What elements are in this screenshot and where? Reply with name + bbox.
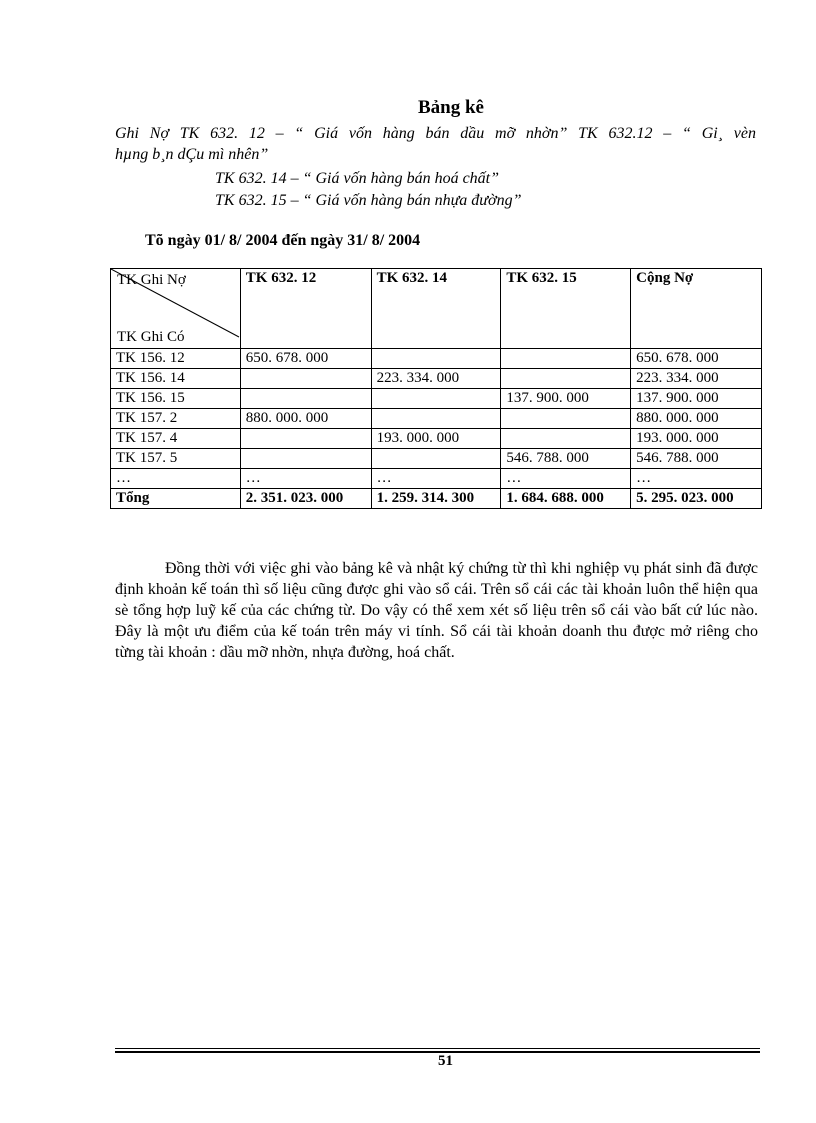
page-title: Bảng kê <box>418 97 484 118</box>
table-row <box>111 369 762 389</box>
body-paragraph <box>115 558 758 663</box>
debit-line-3: TK 632. 14 – “ Giá vốn hàng bán hoá chất” <box>215 170 500 187</box>
table-cell <box>501 349 631 369</box>
table-cell: … <box>371 469 501 489</box>
table-cell <box>501 409 631 429</box>
table-row <box>111 429 762 449</box>
table-cell: TK 156. 15 <box>111 389 241 409</box>
table-cell: … <box>240 469 371 489</box>
table-cell <box>371 349 501 369</box>
table-row <box>111 409 762 429</box>
debit-line-1: Ghi Nợ TK 632. 12 – “ Giá vốn hàng bán dầu mỡ nhờn” TK 632.12 – “ Gi¸ vèn <box>115 125 756 142</box>
table-cell: 880. 000. 000 <box>240 409 371 429</box>
footer-rule <box>115 1048 760 1049</box>
table-row <box>111 349 762 369</box>
column-header: TK 632. 15 <box>501 269 631 349</box>
corner-top-label: TK Ghi Nợ <box>117 272 186 288</box>
table-cell: TK 157. 4 <box>111 429 241 449</box>
table-cell <box>240 429 371 449</box>
table-cell <box>501 429 631 449</box>
table-cell: 193. 000. 000 <box>631 429 762 449</box>
total-cell: 2. 351. 023. 000 <box>240 489 371 509</box>
period-line: Tõ ngày 01/ 8/ 2004 đến ngày 31/ 8/ 2004 <box>145 232 421 249</box>
table-row <box>111 469 762 489</box>
table-cell: 137. 900. 000 <box>501 389 631 409</box>
table-cell: 223. 334. 000 <box>631 369 762 389</box>
table-cell <box>371 449 501 469</box>
table-cell: … <box>631 469 762 489</box>
table-header-row <box>111 269 762 349</box>
table-cell: 223. 334. 000 <box>371 369 501 389</box>
debit-line-2: hµng b¸n dÇu mì nhên” <box>115 146 269 163</box>
total-cell: 1. 684. 688. 000 <box>501 489 631 509</box>
column-header: TK 632. 12 <box>240 269 371 349</box>
table-cell <box>501 369 631 389</box>
table-cell: 137. 900. 000 <box>631 389 762 409</box>
total-label: Tổng <box>111 489 241 509</box>
column-header: Cộng Nợ <box>631 269 762 349</box>
table-cell: 650. 678. 000 <box>631 349 762 369</box>
table-cell: 546. 788. 000 <box>501 449 631 469</box>
table-row <box>111 449 762 469</box>
table-cell <box>371 389 501 409</box>
table-cell: 880. 000. 000 <box>631 409 762 429</box>
corner-cell <box>111 269 241 349</box>
table-cell: TK 156. 12 <box>111 349 241 369</box>
body-paragraph-text: Đồng thời với việc ghi vào bảng kê và nhật ký chứng từ thì khi nghiệp vụ phát sinh đã được định khoản kế toán thì số liệu cũng được ghi vào sổ cái. Trên sổ cái các tài khoản luôn thể hiện qua sè tổng hợp luỹ kế của các chứng từ. Do vậy có thể xem xét số liệu trên sổ cái vào bất cứ lúc nào. Đây là một ưu điểm của kế toán trên máy vi tính. Sổ cái tài khoản doanh thu được mở riêng cho từng tài khoản : dầu mỡ nhờn, nhựa đường, hoá chất. <box>115 560 758 661</box>
table-cell: 546. 788. 000 <box>631 449 762 469</box>
total-cell: 1. 259. 314. 300 <box>371 489 501 509</box>
table-cell: … <box>501 469 631 489</box>
table-cell: … <box>111 469 241 489</box>
corner-bottom-label: TK Ghi Có <box>117 329 185 345</box>
table-cell <box>371 409 501 429</box>
debit-line-4: TK 632. 15 – “ Giá vốn hàng bán nhựa đường” <box>215 192 522 209</box>
page-number: 51 <box>438 1053 453 1069</box>
table-cell <box>240 389 371 409</box>
table-cell: 193. 000. 000 <box>371 429 501 449</box>
table-cell <box>240 449 371 469</box>
table-cell: TK 157. 5 <box>111 449 241 469</box>
table-cell: 650. 678. 000 <box>240 349 371 369</box>
table-cell: TK 157. 2 <box>111 409 241 429</box>
column-header: TK 632. 14 <box>371 269 501 349</box>
ledger-table <box>110 268 762 509</box>
total-row <box>111 489 762 509</box>
table-row <box>111 389 762 409</box>
table-cell <box>240 369 371 389</box>
total-cell: 5. 295. 023. 000 <box>631 489 762 509</box>
table-cell: TK 156. 14 <box>111 369 241 389</box>
